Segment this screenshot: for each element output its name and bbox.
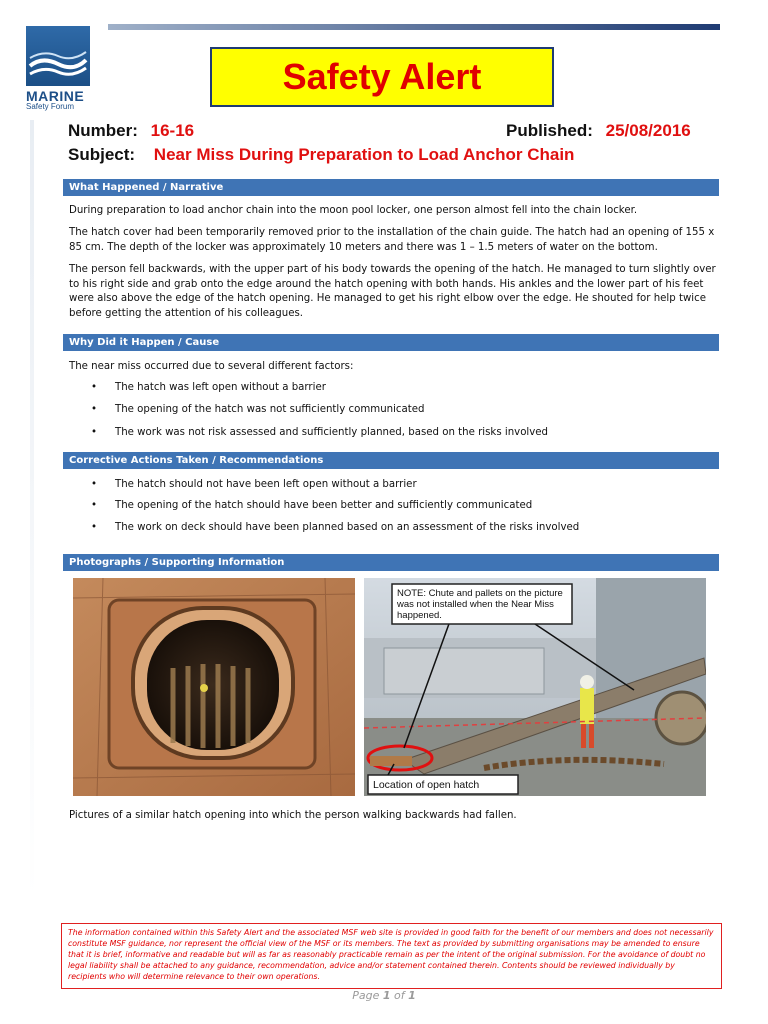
subject-value: Near Miss During Preparation to Load Anchor Chain <box>153 145 575 164</box>
header-rule <box>108 24 720 30</box>
list-item: • The work was not risk assessed and sufficiently planned, based on the risks involved <box>91 427 549 438</box>
published-line <box>506 121 691 141</box>
photo-location-label: Location of open hatch <box>373 779 480 791</box>
msf-logo <box>26 26 96 116</box>
subject-label: Subject: <box>68 145 136 164</box>
list-item: • The opening of the hatch was not sufficiently communicated <box>91 404 425 415</box>
list-item: • The work on deck should have been planned based on an assessment of the risks involved <box>91 522 580 533</box>
logo-word: MARINE <box>26 88 85 104</box>
list-item: • The hatch should not have been left open without a barrier <box>91 479 417 490</box>
section-heading-narrative: What Happened / Narrative <box>63 179 719 196</box>
section-heading-cause: Why Did it Happen / Cause <box>63 334 719 351</box>
disclaimer: The information contained within this Safety Alert and the associated MSF web site is provided in good faith for the benefit of our members and does not necessarily constitute MSF guidance, nor represent the official view of the MSF or its members. The text as provided by submitting organisations may be amended to ensure that it is brief, informative and readable but will as far as reasonably practicable remain as per the intent of the original submission. For the avoidance of doubt no legal liability shall be attached to any guidance, recommendation, advice and/or statement contained therein. Contents should be reviewed individually by recipients who will determine relevance to their own operations. <box>61 923 722 989</box>
narrative-paragraph: The hatch cover had been temporarily removed prior to the installation of the chain guide. The hatch had an opening of 155 x 85 cm. The depth of the locker was approximately 10 meters and there was 1 – 1.5 meters of water on the bottom. <box>69 227 715 253</box>
section-heading-actions: Corrective Actions Taken / Recommendations <box>63 452 719 469</box>
page-title: Safety Alert <box>282 56 482 97</box>
title-banner <box>210 47 554 107</box>
narrative-paragraph: The person fell backwards, with the upper part of his body towards the opening of the hatch. He managed to turn slightly over to his right side and grab onto the edge around the hatch opening with both hands. His ankles and the lower part of his feet were also above the edge of the hatch opening. He managed to get his right elbow over the edge. He shouted for help twice before getting the attention of his colleagues. <box>69 264 716 319</box>
published-value: 25/08/2016 <box>605 121 691 140</box>
list-item: • The hatch was left open without a barrier <box>91 382 326 393</box>
photo-note: NOTE: Chute and pallets on the picture was not installed when the Near Miss happened. <box>397 588 563 621</box>
hatch-photo <box>73 578 355 796</box>
number-label: Number: <box>68 121 138 140</box>
photo-caption: Pictures of a similar hatch opening into which the person walking backwards had fallen. <box>69 810 517 821</box>
subject-line <box>68 145 574 165</box>
section-heading-photos: Photographs / Supporting Information <box>63 554 719 571</box>
cause-intro: The near miss occurred due to several different factors: <box>69 361 354 372</box>
narrative-paragraph: During preparation to load anchor chain into the moon pool locker, one person almost fell into the chain locker. <box>69 205 638 216</box>
logo-sub: Safety Forum <box>26 102 75 111</box>
number-line <box>68 121 194 141</box>
number-value: 16-16 <box>150 121 195 140</box>
left-rule <box>30 120 34 900</box>
published-label: Published: <box>506 121 593 140</box>
wave-icon <box>26 26 90 86</box>
page-number: Page 1 of 1 <box>352 989 416 1002</box>
list-item: • The opening of the hatch should have been better and sufficiently communicated <box>91 500 533 511</box>
